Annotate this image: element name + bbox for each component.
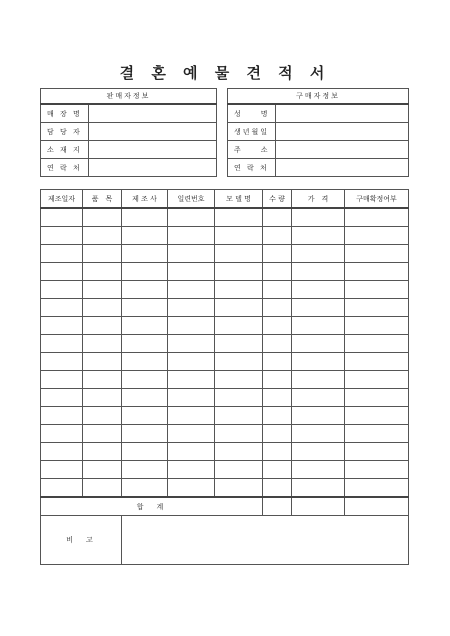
table-cell[interactable] [292, 227, 345, 245]
table-cell[interactable] [83, 461, 122, 479]
table-row [41, 227, 409, 245]
table-row [41, 335, 409, 353]
table-cell[interactable] [122, 371, 168, 389]
table-cell[interactable] [122, 389, 168, 407]
table-row [41, 263, 409, 281]
table-cell[interactable] [41, 335, 83, 353]
table-cell[interactable] [41, 281, 83, 299]
table-cell[interactable] [263, 353, 292, 371]
table-cell[interactable] [41, 263, 83, 281]
table-cell[interactable] [168, 461, 215, 479]
remarks-field[interactable] [122, 516, 409, 565]
table-row [41, 353, 409, 371]
table-cell[interactable] [292, 353, 345, 371]
table-row [41, 407, 409, 425]
table-cell[interactable] [168, 353, 215, 371]
table-cell[interactable] [168, 479, 215, 498]
table-cell[interactable] [263, 208, 292, 227]
table-cell[interactable] [83, 335, 122, 353]
seller-info-table [40, 88, 217, 177]
table-cell[interactable] [41, 227, 83, 245]
table-cell[interactable] [41, 317, 83, 335]
table-cell[interactable] [168, 245, 215, 263]
column-header: 일련번호 [168, 190, 215, 209]
table-cell[interactable] [215, 389, 263, 407]
table-cell[interactable] [41, 371, 83, 389]
table-cell[interactable] [215, 407, 263, 425]
table-cell[interactable] [215, 479, 263, 498]
table-cell[interactable] [41, 425, 83, 443]
table-cell[interactable] [168, 335, 215, 353]
total-label: 합 계 [41, 497, 263, 516]
table-cell[interactable] [345, 263, 409, 281]
table-cell[interactable] [41, 479, 83, 498]
seller-manager-label: 담 당 자 [41, 123, 89, 141]
table-cell[interactable] [292, 245, 345, 263]
table-cell[interactable] [292, 281, 345, 299]
table-cell[interactable] [122, 245, 168, 263]
table-cell[interactable] [345, 443, 409, 461]
table-cell[interactable] [122, 208, 168, 227]
buyer-info-table [227, 88, 409, 177]
table-cell[interactable] [122, 227, 168, 245]
table-cell[interactable] [215, 263, 263, 281]
document-title: 결 혼 예 물 견 적 서 [119, 64, 331, 82]
table-cell[interactable] [263, 227, 292, 245]
table-cell[interactable] [168, 371, 215, 389]
column-header: 수 량 [263, 190, 292, 209]
buyer-birthdate-field[interactable] [276, 123, 409, 141]
table-cell[interactable] [83, 299, 122, 317]
table-cell[interactable] [345, 479, 409, 498]
table-cell[interactable] [83, 353, 122, 371]
table-cell[interactable] [263, 407, 292, 425]
table-cell[interactable] [263, 389, 292, 407]
column-header: 제 조 사 [122, 190, 168, 209]
buyer-address-label: 주 소 [228, 141, 276, 159]
table-cell[interactable] [168, 443, 215, 461]
table-cell[interactable] [122, 299, 168, 317]
table-cell[interactable] [215, 227, 263, 245]
table-cell[interactable] [122, 425, 168, 443]
table-cell[interactable] [263, 317, 292, 335]
table-cell[interactable] [83, 425, 122, 443]
buyer-contact-field[interactable] [276, 159, 409, 177]
table-cell[interactable] [292, 479, 345, 498]
table-cell[interactable] [263, 245, 292, 263]
table-cell[interactable] [83, 371, 122, 389]
seller-location-field[interactable] [89, 141, 217, 159]
table-cell[interactable] [41, 443, 83, 461]
column-header: 제조일자 [41, 190, 83, 209]
table-cell[interactable] [292, 371, 345, 389]
table-cell[interactable] [41, 245, 83, 263]
buyer-name-field[interactable] [276, 104, 409, 123]
table-cell[interactable] [83, 227, 122, 245]
table-cell[interactable] [345, 317, 409, 335]
table-cell[interactable] [83, 479, 122, 498]
table-cell[interactable] [215, 353, 263, 371]
table-cell[interactable] [122, 443, 168, 461]
table-cell[interactable] [122, 407, 168, 425]
items-table-header-row [41, 190, 409, 209]
buyer-address-field[interactable] [276, 141, 409, 159]
total-quantity-cell[interactable] [263, 497, 292, 516]
table-cell[interactable] [345, 389, 409, 407]
total-confirm-cell[interactable] [345, 497, 409, 516]
table-cell[interactable] [83, 407, 122, 425]
table-cell[interactable] [263, 299, 292, 317]
table-cell[interactable] [263, 443, 292, 461]
table-cell[interactable] [168, 299, 215, 317]
table-cell[interactable] [263, 281, 292, 299]
table-cell[interactable] [215, 443, 263, 461]
table-cell[interactable] [41, 208, 83, 227]
table-cell[interactable] [41, 461, 83, 479]
buyer-contact-label: 연 락 처 [228, 159, 276, 177]
table-cell[interactable] [41, 353, 83, 371]
table-cell[interactable] [345, 299, 409, 317]
table-cell[interactable] [41, 407, 83, 425]
table-cell[interactable] [83, 317, 122, 335]
table-row [41, 245, 409, 263]
table-cell[interactable] [122, 335, 168, 353]
table-cell[interactable] [83, 389, 122, 407]
table-row [41, 371, 409, 389]
table-cell[interactable] [168, 263, 215, 281]
table-cell[interactable] [122, 479, 168, 498]
seller-store-name-field[interactable] [89, 104, 217, 123]
table-cell[interactable] [345, 407, 409, 425]
table-cell[interactable] [345, 335, 409, 353]
table-cell[interactable] [345, 425, 409, 443]
table-cell[interactable] [122, 353, 168, 371]
table-row [41, 389, 409, 407]
table-cell[interactable] [345, 227, 409, 245]
table-cell[interactable] [263, 263, 292, 281]
table-cell[interactable] [345, 461, 409, 479]
table-cell[interactable] [215, 425, 263, 443]
table-cell[interactable] [83, 281, 122, 299]
table-cell[interactable] [263, 461, 292, 479]
buyer-birthdate-label: 생년월일 [228, 123, 276, 141]
buyer-name-label: 성 명 [228, 104, 276, 123]
table-cell[interactable] [168, 425, 215, 443]
table-cell[interactable] [263, 335, 292, 353]
table-cell[interactable] [122, 263, 168, 281]
items-table [40, 189, 409, 565]
table-cell[interactable] [168, 389, 215, 407]
table-cell[interactable] [122, 281, 168, 299]
table-cell[interactable] [345, 371, 409, 389]
table-cell[interactable] [292, 335, 345, 353]
remarks-row [41, 516, 409, 565]
seller-info-header: 판매자정보 [41, 89, 217, 105]
table-cell[interactable] [41, 299, 83, 317]
table-cell[interactable] [83, 245, 122, 263]
table-row [41, 299, 409, 317]
table-cell[interactable] [292, 263, 345, 281]
buyer-info-header: 구매자정보 [228, 89, 409, 105]
table-row [41, 317, 409, 335]
table-row [41, 425, 409, 443]
table-cell[interactable] [345, 208, 409, 227]
table-cell[interactable] [168, 227, 215, 245]
table-cell[interactable] [215, 317, 263, 335]
table-cell[interactable] [41, 389, 83, 407]
table-row [41, 208, 409, 227]
column-header: 품 목 [83, 190, 122, 209]
table-cell[interactable] [83, 208, 122, 227]
table-cell[interactable] [292, 389, 345, 407]
table-cell[interactable] [83, 443, 122, 461]
table-cell[interactable] [215, 245, 263, 263]
table-row [41, 461, 409, 479]
table-cell[interactable] [263, 371, 292, 389]
remarks-label: 비 고 [41, 516, 122, 565]
table-cell[interactable] [292, 461, 345, 479]
table-cell[interactable] [168, 407, 215, 425]
table-cell[interactable] [122, 317, 168, 335]
table-cell[interactable] [83, 263, 122, 281]
total-row [41, 497, 409, 516]
table-cell[interactable] [215, 335, 263, 353]
table-cell[interactable] [263, 425, 292, 443]
table-cell[interactable] [292, 443, 345, 461]
seller-contact-label: 연 락 처 [41, 159, 89, 177]
table-cell[interactable] [168, 281, 215, 299]
table-cell[interactable] [215, 208, 263, 227]
table-cell[interactable] [168, 317, 215, 335]
table-cell[interactable] [215, 299, 263, 317]
table-cell[interactable] [215, 461, 263, 479]
column-header: 모 델 명 [215, 190, 263, 209]
table-cell[interactable] [263, 479, 292, 498]
table-cell[interactable] [292, 425, 345, 443]
table-row [41, 281, 409, 299]
table-cell[interactable] [292, 317, 345, 335]
table-row [41, 479, 409, 498]
table-cell[interactable] [215, 281, 263, 299]
table-cell[interactable] [168, 208, 215, 227]
column-header: 가 격 [292, 190, 345, 209]
table-cell[interactable] [345, 281, 409, 299]
column-header: 구매확정여부 [345, 190, 409, 209]
table-cell[interactable] [345, 245, 409, 263]
table-cell[interactable] [215, 371, 263, 389]
seller-manager-field[interactable] [89, 123, 217, 141]
table-cell[interactable] [292, 407, 345, 425]
seller-store-name-label: 매 장 명 [41, 104, 89, 123]
seller-location-label: 소 재 지 [41, 141, 89, 159]
table-cell[interactable] [122, 461, 168, 479]
table-cell[interactable] [292, 208, 345, 227]
total-price-cell[interactable] [292, 497, 345, 516]
table-cell[interactable] [345, 353, 409, 371]
table-cell[interactable] [292, 299, 345, 317]
table-row [41, 443, 409, 461]
seller-contact-field[interactable] [89, 159, 217, 177]
